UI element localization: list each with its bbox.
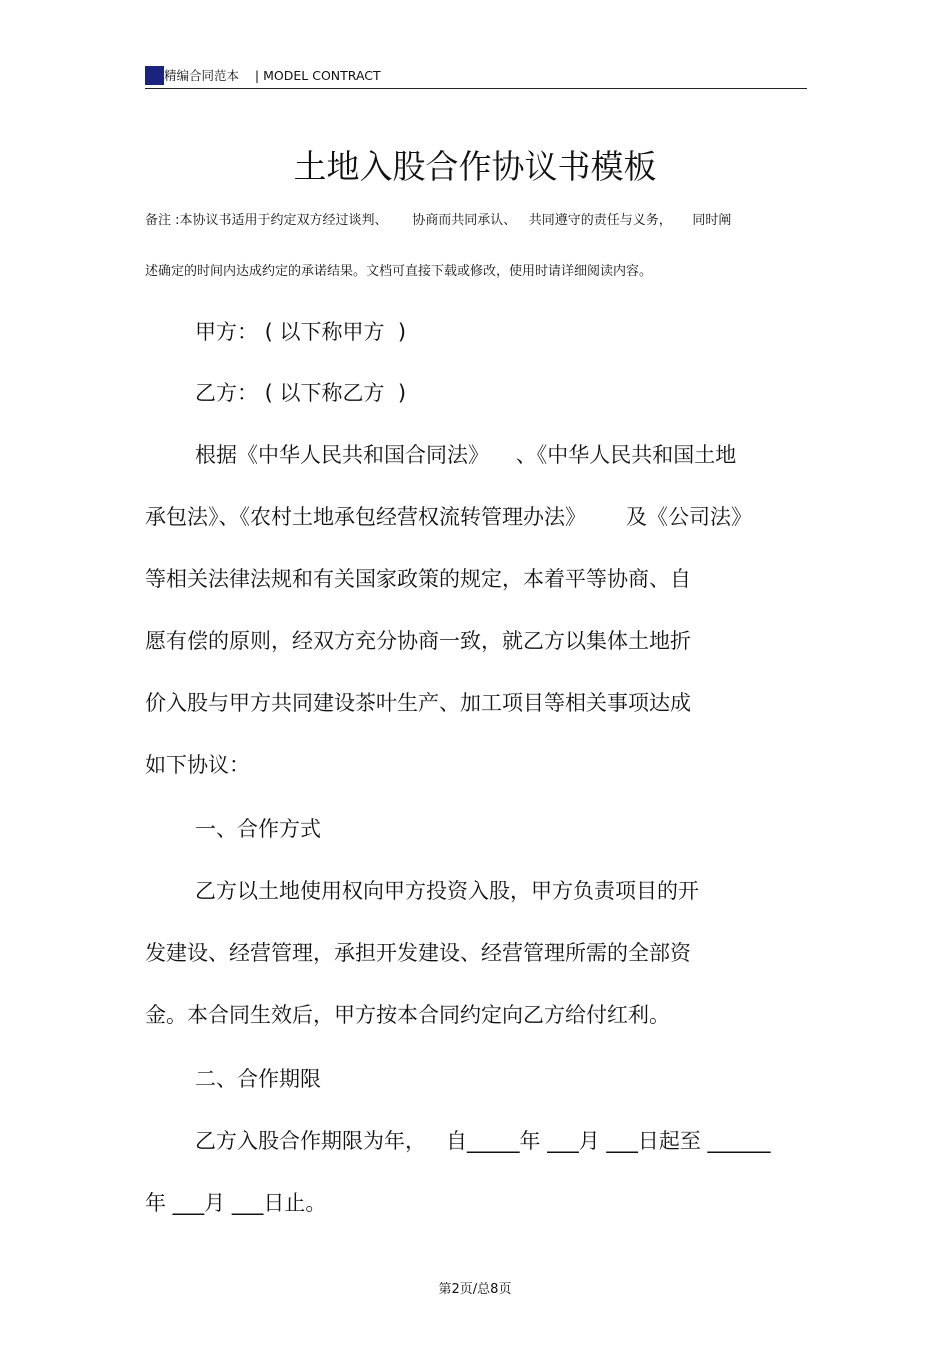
- brand-logo-icon: [145, 66, 164, 85]
- note-line-2: 述确定的时间内达成约定的承诺结果。文档可直接下载或修改，使用时请详细阅读内容。: [145, 264, 653, 279]
- preamble-line-1: 根据《中华人民共和国合同法》 、《中华人民共和国土地: [195, 443, 737, 467]
- preamble-line-6: 如下协议：: [145, 753, 250, 777]
- section1-line-2: 发建设、经营管理，承担开发建设、经营管理所需的全部资: [145, 941, 691, 965]
- section2-line-1: 乙方入股合作期限为年， 自_____年 ___月 ___日起至 ______: [195, 1129, 771, 1153]
- section1-heading: 一、合作方式: [195, 817, 321, 841]
- section2-heading: 二、合作期限: [195, 1067, 321, 1091]
- preamble-line-5: 价入股与甲方共同建设茶叶生产、加工项目等相关事项达成: [145, 691, 691, 715]
- header-subtitle: MODEL CONTRACT: [263, 68, 381, 83]
- preamble-line-3: 等相关法律法规和有关国家政策的规定，本着平等协商、自: [145, 567, 691, 591]
- section1-line-1: 乙方以土地使用权向甲方投资入股，甲方负责项目的开: [195, 879, 699, 903]
- section1-line-3: 金。本合同生效后，甲方按本合同约定向乙方给付红利。: [145, 1003, 670, 1027]
- document-title: 土地入股合作协议书模板: [293, 147, 657, 186]
- preamble-line-2: 承包法》、《农村土地承包经营权流转管理办法》 及《公司法》: [145, 505, 753, 529]
- note-line-1: 备注 :本协议书适用于约定双方经过谈判、 协商而共同承认、 共同遵守的责任与义务， 同时阐: [145, 213, 732, 228]
- header-separator: |: [254, 68, 260, 83]
- party-a: 甲方： ( 以下称甲方 ): [195, 320, 407, 344]
- party-b: 乙方： ( 以下称乙方 ): [195, 381, 407, 405]
- header-text: [164, 66, 381, 84]
- header-brand: 精编合同范本: [164, 68, 240, 83]
- section2-line-2: 年 ___月 ___日止。: [145, 1191, 327, 1215]
- page-header: [145, 60, 807, 89]
- page-number: 第2页/总8页: [438, 1282, 512, 1297]
- preamble-line-4: 愿有偿的原则，经双方充分协商一致，就乙方以集体土地折: [145, 629, 691, 653]
